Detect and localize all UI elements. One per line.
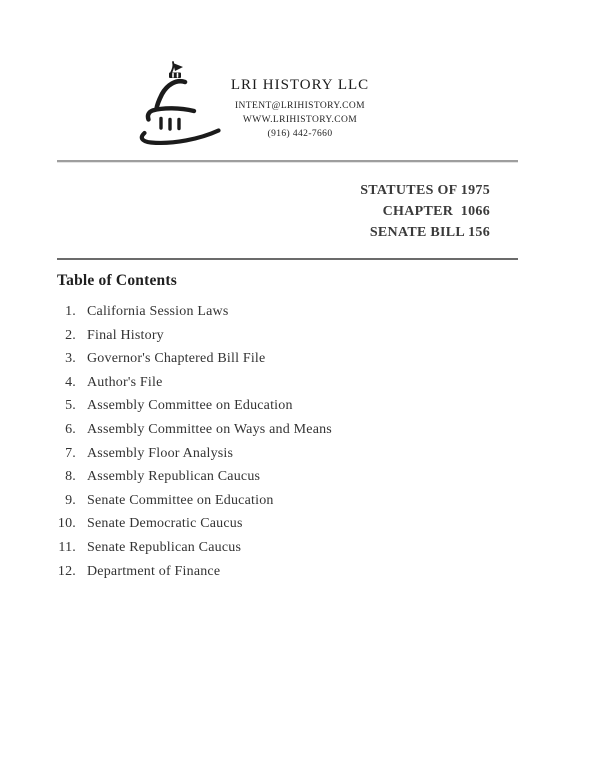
toc-item [57,489,332,513]
toc-item [57,371,332,395]
phone-text: (916) 442-7660 [267,129,333,139]
toc-item-number: 6. [65,421,76,437]
toc-heading: Table of Contents [57,272,177,289]
chapter-line: CHAPTER 1066 [382,204,490,219]
company-name: LRI HISTORY LLC [230,77,370,93]
toc-item-label: Senate Committee on Education [87,492,274,508]
toc-item [57,536,332,560]
website-text: WWW.LRIHISTORY.COM [242,115,358,125]
toc-item [57,324,332,348]
toc-item [57,347,332,371]
toc-item-label: Assembly Committee on Ways and Means [87,421,332,437]
toc-item-label: California Session Laws [87,304,229,319]
toc-item [57,512,332,536]
toc-item-number: 3. [65,351,76,367]
toc-item [57,465,332,489]
toc-item-label: Assembly Republican Caucus [87,469,261,485]
toc-item-number: 9. [65,492,76,508]
statutes-line: STATUTES OF 1975 [360,183,490,198]
toc-item-label: Final History [87,327,164,343]
letterhead [0,76,600,141]
toc-item [57,442,332,466]
toc-item-number: 5. [65,398,76,414]
toc-item-number: 11. [58,539,76,555]
statute-reference [360,180,490,243]
toc-item-number: 12. [57,563,76,579]
toc-item-number: 1. [65,304,76,319]
horizontal-rule-bottom [57,258,518,260]
toc-item-label: Senate Republican Caucus [87,539,242,555]
toc-item [57,560,332,584]
toc-item-label: Assembly Floor Analysis [87,445,234,461]
toc-item [57,300,332,324]
toc-item-number: 2. [65,327,76,343]
toc-item-label: Author's File [87,374,163,390]
horizontal-rule-top [57,160,518,163]
toc-item-number: 7. [65,445,76,461]
toc-item [57,418,332,442]
email-text: INTENT@LRIHISTORY.COM [234,101,365,111]
toc-item-number: 8. [65,469,76,485]
contact-info [0,99,600,141]
toc-item-label: Assembly Committee on Education [87,398,293,414]
senate-bill-line: SENATE BILL 156 [369,225,490,240]
toc-item-number: 4. [65,374,76,390]
toc-item-label: Senate Democratic Caucus [87,516,243,532]
toc-item-label: Governor's Chaptered Bill File [87,351,266,367]
toc-item [57,394,332,418]
toc-list [57,300,332,583]
toc-item-label: Department of Finance [87,563,221,579]
toc-item-number: 10. [57,516,76,532]
